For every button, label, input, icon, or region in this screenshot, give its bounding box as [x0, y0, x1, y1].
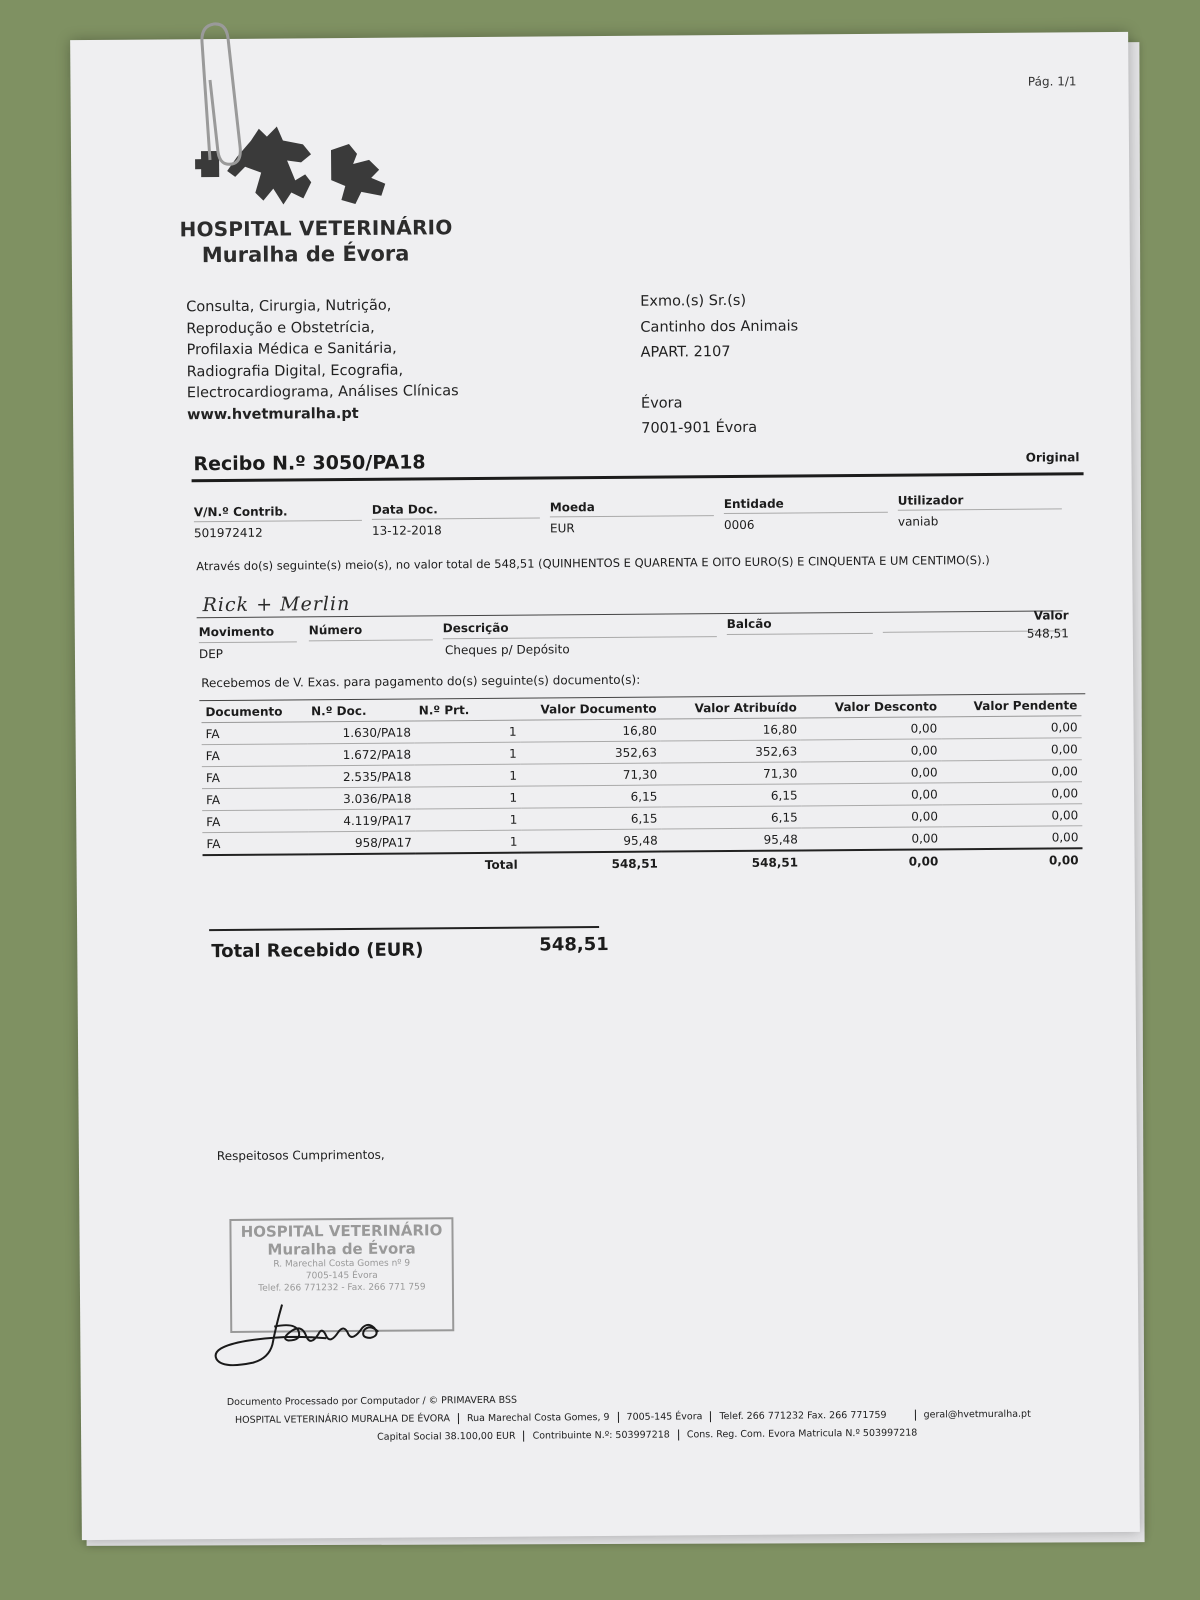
cell: 1	[416, 830, 522, 853]
header-label: Entidade	[723, 496, 784, 512]
total-received-label: Total Recebido (EUR)	[211, 939, 424, 963]
header-value: 0006	[723, 517, 755, 533]
value-label: Valor	[1033, 608, 1069, 623]
footer-line-1	[235, 1409, 1031, 1426]
cell: 4.119/PA17	[308, 809, 416, 832]
header-value: 501972412	[193, 525, 263, 541]
recipient-address	[640, 288, 799, 442]
logo-title: HOSPITAL VETERINÁRIO	[179, 215, 453, 242]
stamp-line: R. Marechal Costa Gomes nº 9	[273, 1258, 411, 1270]
cell: 1	[415, 786, 521, 809]
cell: FA	[202, 810, 308, 833]
cell: 16,80	[521, 719, 661, 742]
salutation: Exmo.(s) Sr.(s)	[640, 292, 747, 310]
footer-processed: Documento Processado por Computador / © PRIMAVERA BSS	[226, 1394, 518, 1408]
cell: 0,00	[942, 760, 1082, 783]
cell: 352,63	[661, 740, 801, 763]
header-field-contrib	[194, 504, 362, 540]
header-value: 13-12-2018	[371, 523, 442, 538]
col-header: N.º Doc.	[307, 701, 415, 721]
service-line: Consulta, Cirurgia, Nutrição,	[186, 297, 392, 316]
cell: 6,15	[521, 785, 661, 808]
cell: 1	[415, 764, 521, 787]
cell: 0,00	[801, 717, 941, 740]
footer-nif: Contribuinte N.º: 503997218	[524, 1430, 670, 1442]
cell: 0,00	[942, 782, 1082, 805]
header-field-entity	[724, 496, 888, 532]
cell: 958/PA17	[308, 831, 416, 854]
total-valor-pendente: 0,00	[942, 848, 1082, 871]
cell: 71,30	[661, 762, 801, 785]
cell: 6,15	[521, 807, 661, 830]
cell: 6,15	[661, 784, 801, 807]
documents-table	[201, 696, 1082, 877]
stamp-line: HOSPITAL VETERINÁRIO	[240, 1221, 443, 1241]
header-label: Moeda	[549, 500, 595, 515]
cell: 352,63	[521, 741, 661, 764]
cell: 71,30	[521, 763, 661, 786]
service-line: Electrocardiograma, Análises Clínicas	[186, 383, 459, 402]
footer-email[interactable]: geral@hvetmuralha.pt	[915, 1409, 1031, 1421]
description-value: Cheques p/ Depósito	[444, 642, 570, 658]
footer-street: Rua Marechal Costa Gomes, 9	[458, 1412, 610, 1424]
total-label: Total	[416, 853, 522, 876]
receipt-paper	[70, 32, 1140, 1540]
header-field-user	[898, 492, 1062, 528]
header-field-currency	[550, 499, 714, 535]
paper-clip	[196, 20, 254, 170]
cell: 0,00	[941, 738, 1081, 761]
col-header: Valor Pendente	[941, 696, 1081, 717]
cell: FA	[202, 766, 308, 789]
recipient-apart: APART. 2107	[640, 344, 731, 361]
payment-sentence: Através do(s) seguinte(s) meio(s), no valor total de 548,51 (QUINHENTOS E QUARENTA E OITO EURO(S) E CINQUENTA E UM CENTIMO(S).)	[196, 552, 990, 574]
number-label: Número	[308, 622, 363, 638]
cell: 1	[415, 742, 521, 765]
page-number: Pág. 1/1	[1027, 74, 1077, 89]
col-header: Valor Desconto	[801, 697, 941, 718]
header-label: Data Doc.	[371, 502, 438, 517]
cell: 0,00	[801, 739, 941, 762]
closing-text: Respeitosos Cumprimentos,	[216, 1147, 385, 1164]
handwritten-note: Rick + Merlin	[202, 592, 351, 617]
received-sentence: Recebemos de V. Exas. para pagamento do(s) seguinte(s) documento(s):	[201, 672, 641, 691]
cell: 0,00	[942, 826, 1082, 850]
total-received-rule	[209, 926, 599, 931]
col-header: Valor Atribuído	[661, 698, 801, 719]
cell: 16,80	[661, 718, 801, 741]
cell: 0,00	[802, 805, 942, 828]
stamp-line: Telef. 266 771232 - Fax. 266 771 759	[258, 1282, 426, 1294]
logo-subtitle: Muralha de Évora	[201, 241, 410, 268]
cell: FA	[202, 832, 308, 855]
recipient-city: Évora	[640, 394, 683, 412]
cell: 95,48	[521, 829, 661, 853]
service-line: Radiografia Digital, Ecografia,	[186, 362, 404, 380]
col-header: Documento	[201, 702, 307, 722]
service-line: Profilaxia Médica e Sanitária,	[186, 340, 397, 359]
total-received-value: 548,51	[539, 933, 609, 956]
cell: 0,00	[802, 827, 942, 851]
cell: 1.630/PA18	[307, 721, 415, 744]
header-label: V/N.º Contrib.	[193, 504, 288, 520]
receipt-title: Recibo N.º 3050/PA18	[193, 451, 426, 476]
website-link[interactable]: www.hvetmuralha.pt	[187, 405, 359, 423]
description-label: Descrição	[442, 620, 509, 636]
total-valor-desconto: 0,00	[802, 849, 942, 872]
cell: 1	[416, 808, 522, 831]
cell: 0,00	[801, 761, 941, 784]
copy-label: Original	[1025, 450, 1080, 465]
header-label: Utilizador	[897, 493, 964, 508]
cell: 3.036/PA18	[308, 787, 416, 810]
header-value: EUR	[549, 521, 575, 536]
cell: 0,00	[942, 804, 1082, 827]
cell: 6,15	[661, 806, 801, 829]
movement-value: DEP	[198, 646, 224, 662]
cell: FA	[201, 722, 307, 745]
stamp-line: Muralha de Évora	[267, 1239, 416, 1259]
cell: 95,48	[662, 828, 802, 852]
total-valor-atribuido: 548,51	[662, 850, 802, 873]
footer-phone: Telef. 266 771232 Fax. 266 771759	[710, 1410, 886, 1422]
signature	[212, 1295, 443, 1371]
services-list	[186, 295, 459, 426]
col-header: Valor Documento	[520, 700, 660, 721]
movement-label: Movimento	[198, 624, 275, 640]
stamp-line: 7005-145 Évora	[305, 1270, 378, 1282]
cell: 0,00	[801, 783, 941, 806]
recipient-postal: 7001-901 Évora	[641, 419, 758, 437]
cell: 1.672/PA18	[307, 743, 415, 766]
cell: FA	[202, 744, 308, 767]
footer-postal: 7005-145 Évora	[617, 1411, 702, 1423]
col-header: N.º Prt.	[415, 701, 521, 721]
footer-registry: Cons. Reg. Com. Evora Matricula N.º 503997218	[678, 1428, 918, 1441]
cell: 1	[415, 720, 521, 743]
service-line: Reprodução e Obstetrícia,	[186, 319, 375, 337]
cell: 0,00	[941, 716, 1081, 739]
footer-company: HOSPITAL VETERINÁRIO MURALHA DE ÉVORA	[234, 1413, 450, 1426]
cell: FA	[202, 788, 308, 811]
header-value: vaniab	[897, 514, 939, 529]
header-field-date	[372, 502, 540, 538]
footer-line-2	[377, 1428, 917, 1443]
cell: 2.535/PA18	[308, 765, 416, 788]
counter-label: Balcão	[726, 616, 772, 632]
total-valor-documento: 548,51	[522, 852, 662, 875]
recipient-name: Cantinho dos Animais	[640, 317, 799, 336]
amount-value: 548,51	[1026, 626, 1069, 641]
footer-capital: Capital Social 38.100,00 EUR	[377, 1430, 516, 1443]
